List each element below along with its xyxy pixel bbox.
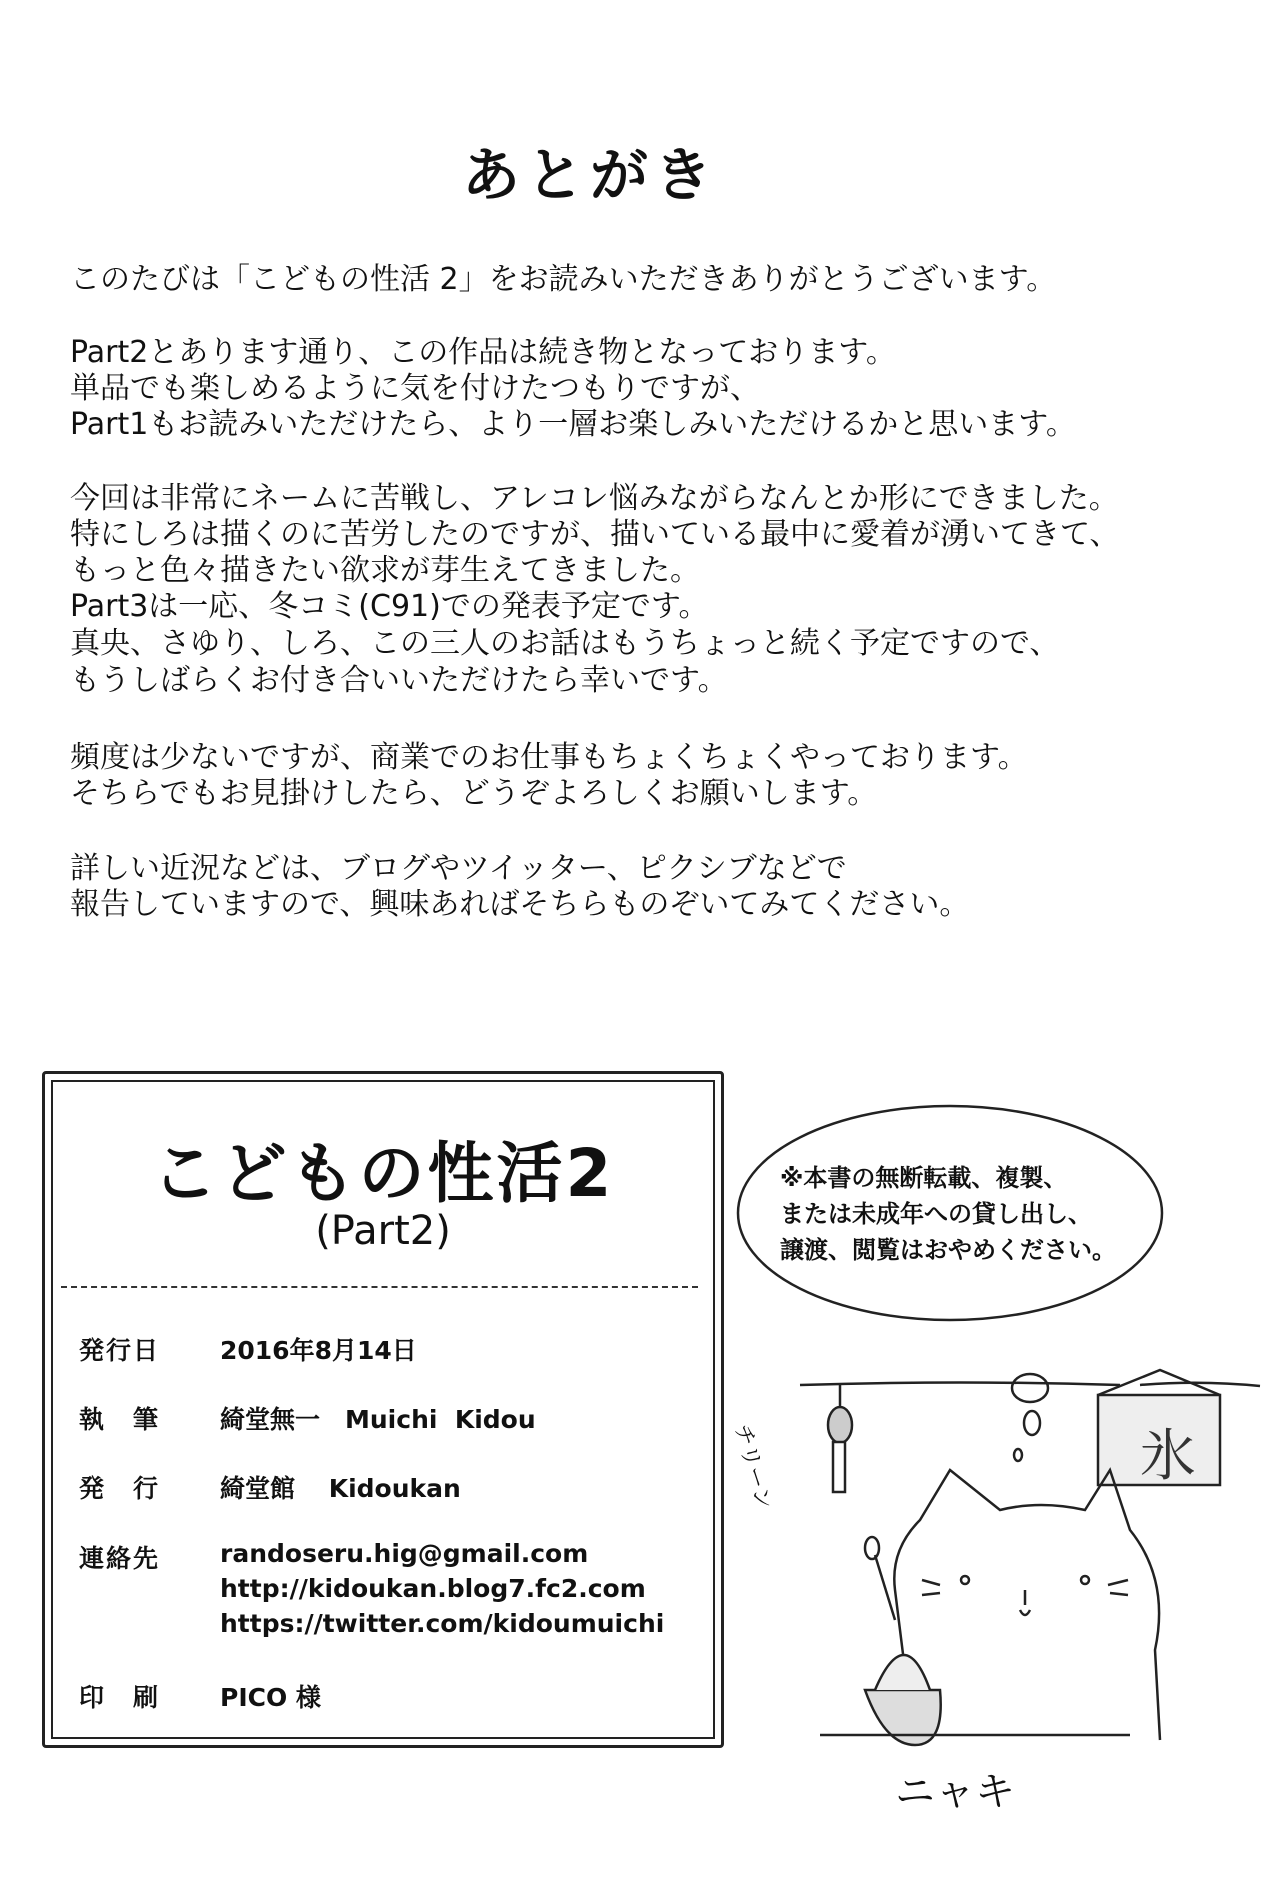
paragraph-line: Part3は一応、冬コミ(C91)での発表予定です。 <box>70 589 709 624</box>
paragraph-line: 単品でも楽しめるように気を付けたつもりですが、 <box>70 371 760 406</box>
page-heading: あとがき <box>461 141 718 209</box>
paragraph-line: Part1もお読みいただけたら、より一層お楽しみいただけるかと思います。 <box>70 407 1076 442</box>
row-label: 発 行 <box>79 1474 161 1503</box>
notice-line: または未成年への貸し出し、 <box>780 1200 1092 1228</box>
row-label: 執 筆 <box>79 1405 161 1434</box>
notice-text <box>780 1160 1116 1268</box>
paragraph-line: このたびは「こどもの性活 2」をお読みいただきありがとうございます。 <box>70 262 1057 297</box>
ice-banner-text: 氷 <box>1140 1424 1196 1489</box>
row-value: 綺堂館 Kidoukan <box>220 1474 461 1503</box>
row-value: PICO 様 <box>220 1683 321 1712</box>
paragraph-line: 詳しい近況などは、ブログやツイッター、ピクシブなどで <box>70 851 847 886</box>
dashed-divider <box>61 1286 698 1288</box>
paragraph-line: 特にしろは描くのに苦労したのですが、描いている最中に愛着が湧いてきて、 <box>70 517 1120 552</box>
paragraph-line: 報告していますので、興味あればそちらものぞいてみてください。 <box>70 887 970 922</box>
paragraph-line: Part2とあります通り、この作品は続き物となっております。 <box>70 335 896 370</box>
shaved-ice-bowl <box>865 1690 941 1745</box>
bell-sound-text: チリーン <box>729 1421 776 1513</box>
illustration-caption: ニャキ <box>895 1769 1015 1815</box>
paragraph-line: 今回は非常にネームに苦戦し、アレコレ悩みながらなんとか形にできました。 <box>70 481 1119 516</box>
book-title: こどもの性活2 <box>151 1135 615 1212</box>
row-label: 発行日 <box>79 1336 161 1365</box>
paragraph-line: 真央、さゆり、しろ、この三人のお話はもうちょっと続く予定ですので、 <box>70 626 1060 661</box>
paragraph-line: そちらでもお見掛けしたら、どうぞよろしくお願いします。 <box>70 776 878 811</box>
notice-line: ※本書の無断転載、複製、 <box>780 1164 1068 1192</box>
notice-line: 譲渡、閲覧はおやめください。 <box>780 1236 1116 1264</box>
contact-twitter: https://twitter.com/kidoumuichi <box>220 1609 665 1638</box>
contact-email: randoseru.hig@gmail.com <box>220 1539 589 1568</box>
book-part: (Part2) <box>315 1208 451 1254</box>
row-label: 連絡先 <box>79 1544 161 1573</box>
paragraph-line: もっと色々描きたい欲求が芽生えてきました。 <box>70 553 700 588</box>
row-value: 綺堂無一 Muichi Kidou <box>220 1405 536 1434</box>
row-label: 印 刷 <box>79 1683 161 1712</box>
paragraph-line: 頻度は少ないですが、商業でのお仕事もちょくちょくやっております。 <box>70 740 1028 775</box>
row-value: 2016年8月14日 <box>220 1336 417 1365</box>
contact-blog: http://kidoukan.blog7.fc2.com <box>220 1574 646 1603</box>
paragraph-line: もうしばらくお付き合いいただけたら幸いです。 <box>70 663 728 698</box>
